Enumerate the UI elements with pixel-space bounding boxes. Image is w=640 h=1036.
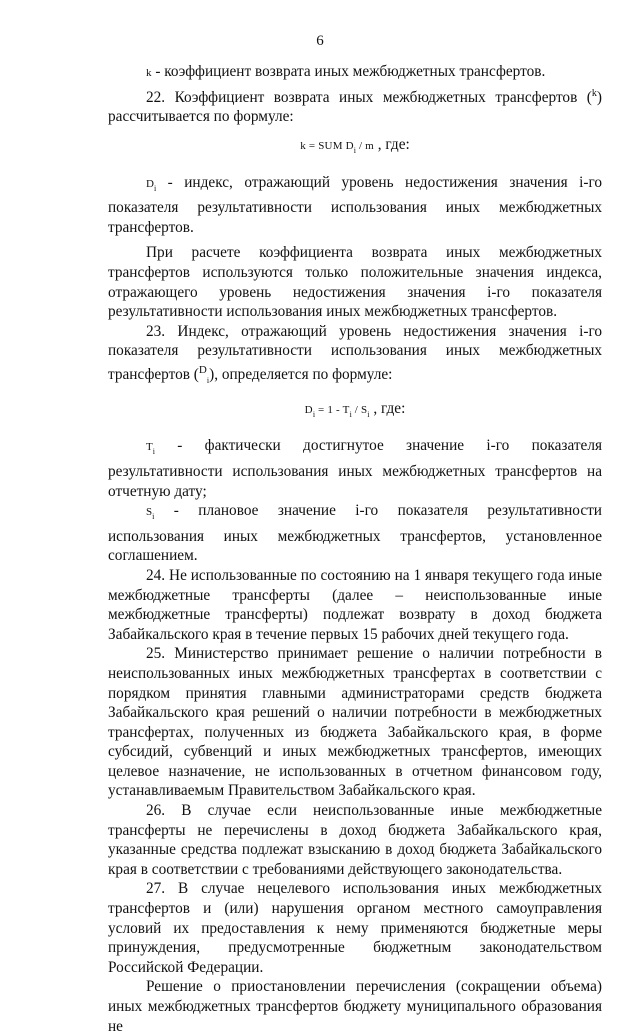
paragraph-25: 25. Министерство принимает решение о наличии потребности в неиспользованных иных межбюджетных трансфертах в соответствии с порядком принятия главными администраторами средств бюджета Забайкальского края решений о наличии потребности в межбюджетных трансфертах, полученных из бюджета Забайкальского края, в форме субсидий, субвенций и иных межбюджетных трансфертов, имеющих целевое назначение, не использованных в отчетном финансовом году, устанавливаемым Правительством Забайкальского края. <box>108 645 602 800</box>
paragraph-s-definition: $S_i$ - плановое значение i-го показателя результативности использования иных межбюджетных трансфертов, установленное соглашением. <box>108 502 602 565</box>
paragraph-positive-values: При расчете коэффициента возврата иных межбюджетных трансфертов используются только положительные значения индекса, отражающего уровень недостижения значения i-го показателя результативности использования иных межбюджетных трансфертов. <box>108 244 602 321</box>
paragraph-24: 24. Не использованные по состоянию на 1 января текущего года иные межбюджетные трансферты (далее – неиспользованные иные межбюджетные трансферты) подлежат возврату в доход бюджета Забайкальского края в течение первых 15 рабочих дней текущего года. <box>108 566 602 643</box>
paragraph-suspension-decision: Решение о приостановлении перечисления (сокращении объема) иных межбюджетных трансфертов бюджету муниципального образования не <box>108 978 602 1035</box>
paragraph-22: 22. Коэффициент возврата иных межбюджетных трансфертов ($^k$) рассчитывается по формуле: <box>108 87 602 126</box>
paragraph-t-definition: $T_i$ - фактически достигнутое значение i-го показателя результативности использования иных межбюджетных трансфертов на отчетную дату; <box>108 437 602 500</box>
paragraph-26: 26. В случае если неиспользованные иные межбюджетные трансферты не перечислены в доход бюджета Забайкальского края, указанные средства подлежат взысканию в доход бюджета Забайкальского края в соответствии с требованиями действующего законодательства. <box>108 802 602 878</box>
paragraph-23: 23. Индекс, отражающий уровень недостижения значения i-го показателя результативности использования иных межбюджетных трансфертов ($^D_i$), определяется по формуле: <box>108 322 602 386</box>
page-number: 6 <box>316 33 324 49</box>
formula-index: $D_i = 1 - T_i / S_i$ , где: <box>304 399 406 419</box>
paragraph-d-definition: $D_i$ - индекс, отражающий уровень недостижения значения i-го показателя результативности использования иных межбюджетных трансфертов. <box>108 173 602 236</box>
document-body <box>108 62 602 1036</box>
symbol-k: k <box>146 67 152 79</box>
paragraph-27: 27. В случае нецелевого использования иных межбюджетных трансфертов и (или) нарушения органом местного самоуправления условий их предоставления к нему применяются бюджетные меры принуждения, предусмотренные бюджетным законодательством Российской Федерации. <box>108 880 602 976</box>
symbol-k: k <box>591 87 597 99</box>
paragraph-k-definition: k - коэффициент возврата иных межбюджетных трансфертов. <box>146 63 546 80</box>
formula-coefficient: k = SUM $D_i$ / m , где: <box>300 135 410 155</box>
